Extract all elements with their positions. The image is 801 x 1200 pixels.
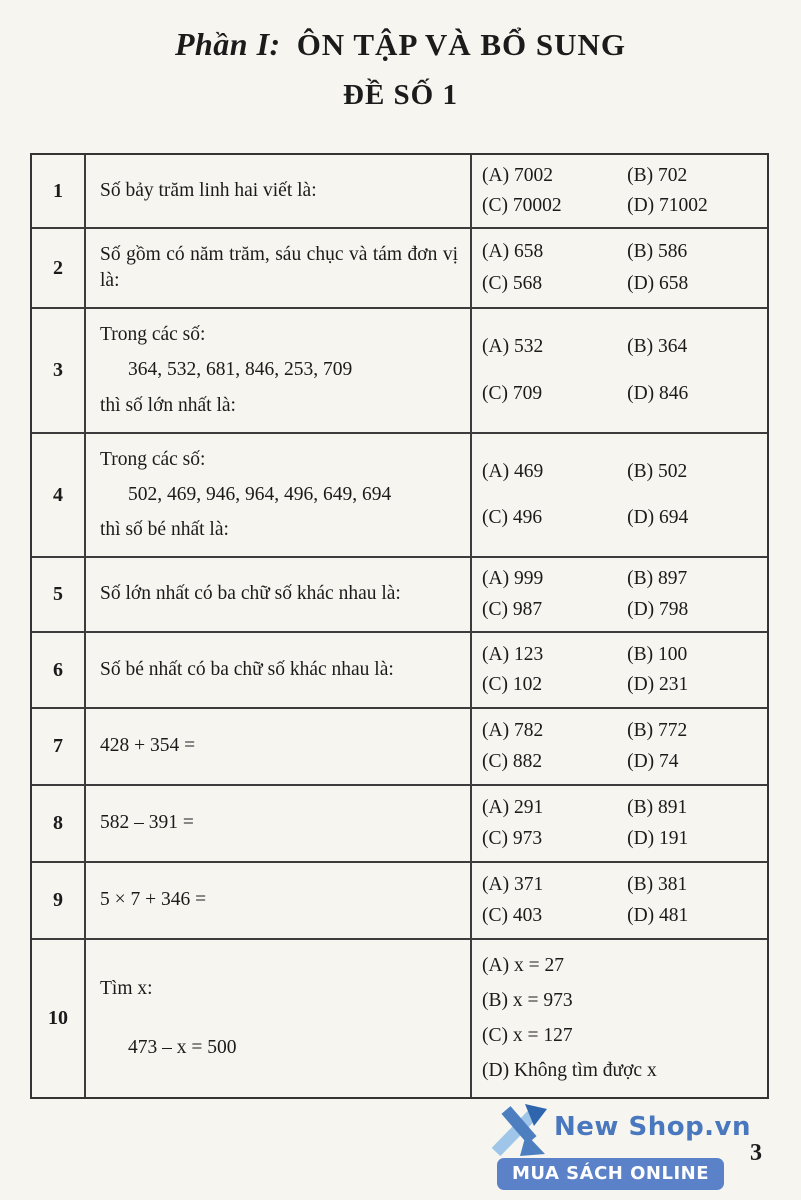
table-row: [32, 940, 767, 1097]
answer-option: (A) 7002: [482, 165, 553, 186]
question-line: 582 – 391 =: [100, 812, 194, 834]
question-line: Số bảy trăm linh hai viết là:: [100, 179, 317, 201]
answer-option: (C) 568: [482, 273, 543, 294]
question-line: Số bé nhất có ba chữ số khác nhau là:: [100, 658, 394, 680]
question-line: 473 – x = 500: [128, 1036, 237, 1058]
question-text: [86, 309, 472, 432]
table-row: [32, 633, 767, 709]
question-line: 428 + 354 =: [100, 735, 196, 757]
test-title: ĐỀ SỐ 1: [343, 79, 458, 111]
part-title-text: ÔN TẬP VÀ BỔ SUNG: [296, 27, 627, 62]
question-number: 8: [32, 786, 86, 861]
answer-option: (B) 364: [627, 336, 688, 357]
answer-option: (D) 74: [627, 751, 679, 772]
answer-option: (A) 469: [482, 460, 544, 482]
answer-option: (C) x = 127: [482, 1025, 573, 1046]
answer-option: (A) x = 27: [482, 955, 564, 976]
question-line: Số gồm có năm trăm, sáu chục và tám đơn vị là:: [100, 243, 458, 291]
answer-options: [472, 229, 767, 307]
answer-options: [472, 863, 767, 938]
question-line: 364, 532, 681, 846, 253, 709: [128, 359, 353, 381]
table-row: [32, 863, 767, 940]
answer-options: [472, 155, 767, 227]
answer-options: [472, 434, 767, 556]
answer-options: [472, 786, 767, 861]
table-row: [32, 229, 767, 309]
part-title: [0, 26, 801, 63]
question-text: [86, 863, 472, 938]
answer-option: (B) 891: [627, 797, 688, 818]
question-line: thì số lớn nhất là:: [100, 394, 236, 416]
answer-option: (D) 231: [627, 674, 689, 696]
question-text: [86, 633, 472, 707]
question-number: 1: [32, 155, 86, 227]
answer-option: (D) 798: [627, 598, 689, 620]
newshop-logo-text: New Shop.vn: [554, 1112, 752, 1142]
answer-option: (A) 532: [482, 336, 544, 357]
question-number: 4: [32, 434, 86, 556]
answer-option: (C) 102: [482, 674, 543, 696]
answer-option: (A) 999: [482, 568, 544, 590]
answer-options: [472, 558, 767, 631]
answer-option: (D) 71002: [627, 195, 708, 216]
answer-option: (A) 371: [482, 874, 544, 895]
question-text: [86, 434, 472, 556]
question-number: 7: [32, 709, 86, 784]
table-row: [32, 155, 767, 229]
question-text: [86, 155, 472, 227]
answer-option: (A) 782: [482, 720, 544, 741]
answer-option: (C) 403: [482, 905, 543, 926]
question-text: [86, 786, 472, 861]
question-text: [86, 940, 472, 1097]
answer-option: (D) Không tìm được x: [482, 1060, 657, 1081]
answer-option: (C) 496: [482, 507, 543, 529]
question-line: 5 × 7 + 346 =: [100, 889, 207, 911]
answer-option: (B) 586: [627, 241, 688, 262]
answer-option: (D) 191: [627, 828, 689, 849]
answer-option: (C) 882: [482, 751, 543, 772]
exam-table: [30, 153, 769, 1099]
answer-option: (A) 123: [482, 643, 544, 665]
answer-options: [472, 709, 767, 784]
answer-option: (C) 973: [482, 828, 543, 849]
answer-option: (B) 702: [627, 165, 688, 186]
answer-options: [472, 309, 767, 432]
table-row: [32, 309, 767, 434]
question-line: thì số bé nhất là:: [100, 518, 229, 540]
table-row: [32, 786, 767, 863]
answer-option: (A) 291: [482, 797, 544, 818]
answer-option: (B) 381: [627, 874, 688, 895]
question-line: Trong các số:: [100, 448, 206, 470]
question-line: Tìm x:: [100, 978, 153, 1000]
table-row: [32, 709, 767, 786]
part-title-prefix: Phần I:: [174, 26, 281, 62]
answer-option: (C) 70002: [482, 195, 562, 216]
mua-sach-online-badge: MUA SÁCH ONLINE: [497, 1158, 724, 1190]
question-text: [86, 229, 472, 307]
question-text: [86, 558, 472, 631]
question-line: Trong các số:: [100, 324, 206, 346]
newshop-arrows-icon: [486, 1102, 554, 1160]
question-text: [86, 709, 472, 784]
answer-option: (D) 658: [627, 273, 689, 294]
question-number: 9: [32, 863, 86, 938]
answer-option: (B) 100: [627, 643, 688, 665]
answer-option: (A) 658: [482, 241, 544, 262]
answer-option: (D) 481: [627, 905, 689, 926]
answer-option: (C) 709: [482, 383, 543, 404]
question-line: Số lớn nhất có ba chữ số khác nhau là:: [100, 583, 401, 605]
answer-options: [472, 940, 767, 1097]
answer-option: (C) 987: [482, 598, 543, 620]
table-row: [32, 558, 767, 633]
question-number: 3: [32, 309, 86, 432]
question-number: 10: [32, 940, 86, 1097]
question-number: 2: [32, 229, 86, 307]
answer-option: (B) 772: [627, 720, 688, 741]
question-number: 5: [32, 558, 86, 631]
table-row: [32, 434, 767, 558]
page-number: 3: [750, 1140, 762, 1166]
answer-option: (B) 502: [627, 460, 688, 482]
answer-option: (D) 694: [627, 507, 689, 529]
answer-option: (B) x = 973: [482, 990, 573, 1011]
answer-option: (B) 897: [627, 568, 688, 590]
question-number: 6: [32, 633, 86, 707]
answer-option: (D) 846: [627, 383, 689, 404]
question-line: 502, 469, 946, 964, 496, 649, 694: [128, 483, 392, 505]
answer-options: [472, 633, 767, 707]
